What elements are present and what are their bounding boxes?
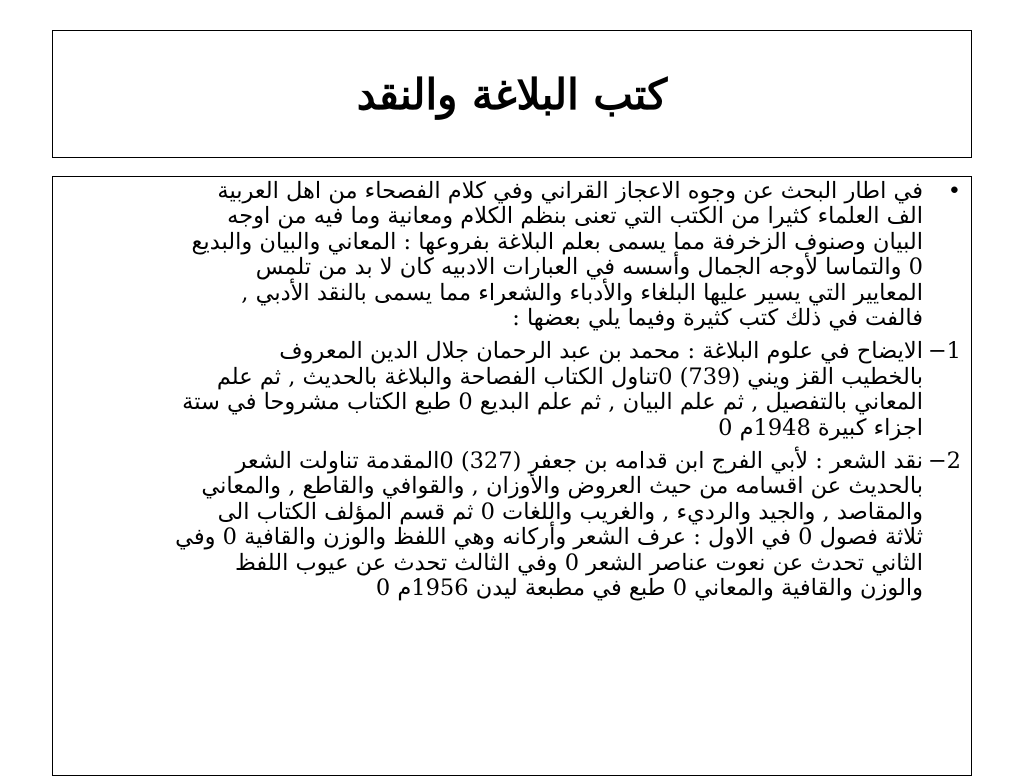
paragraph-line: نقد الشعر : لأبي الفرج ابن قدامه بن جعفر (327) 0المقدمة تناولت الشعر bbox=[235, 448, 923, 475]
content-box bbox=[52, 176, 972, 776]
paragraph-line: ثلاثة فصول 0 في الاول : عرف الشعر وأركانه وهي اللفظ والوزن والقافية 0 وفي bbox=[175, 524, 923, 551]
paragraph-line: في اطار البحث عن وجوه الاعجاز القراني وفي كلام الفصحاء من اهل العربية bbox=[217, 178, 923, 204]
list-item-1 bbox=[65, 339, 961, 441]
paragraph-line: البيان وصنوف الزخرفة مما يسمى بعلم البلاغة بفروعها : المعاني والبيان والبديع bbox=[191, 228, 923, 255]
paragraph-line: المعايير التي يسير عليها البلغاء والأدباء والشعراء مما يسمى بالنقد الأدبي , bbox=[241, 279, 923, 306]
slide-title: كتب البلاغة والنقد bbox=[356, 69, 668, 119]
paragraph-line: بالخطيب القز ويني (739) 0تناول الكتاب الفصاحة والبلاغة بالحديث , ثم علم bbox=[216, 363, 923, 390]
title-box bbox=[52, 30, 972, 158]
paragraph-line: والمقاصد , والجيد والرديء , والغريب واللغات 0 ثم قسم المؤلف الكتاب الى bbox=[217, 498, 923, 525]
list-number: 1− bbox=[927, 338, 961, 365]
paragraph-line: والوزن والقافية والمعاني 0 طبع في مطبعة ليدن 1956م 0 bbox=[375, 575, 923, 602]
paragraph-line: 0 والتماسا لأوجه الجمال وأسسه في العبارات الادبيه كان لا بد من تلمس bbox=[255, 254, 923, 281]
paragraph-line: اجزاء كبيرة 1948م 0 bbox=[718, 414, 923, 441]
paragraph-line: الايضاح في علوم البلاغة : محمد بن عبد الرحمان جلال الدين المعروف bbox=[279, 338, 923, 365]
paragraph-line: المعاني بالتفصيل , ثم علم البيان , ثم علم البديع 0 طبع الكتاب مشروحا في ستة bbox=[182, 389, 923, 416]
paragraph-line: الثاني تحدث عن نعوت عناصر الشعر 0 وفي الثالث تحدث عن عيوب اللفظ bbox=[235, 549, 923, 576]
list-number: 2− bbox=[927, 448, 961, 475]
paragraph-line: فالفت في ذلك كتب كثيرة وفيما يلي بعضها : bbox=[512, 305, 923, 332]
list-item-2 bbox=[65, 449, 961, 601]
bullet-marker: • bbox=[947, 178, 961, 204]
intro-paragraph bbox=[65, 179, 961, 331]
paragraph-line: الف العلماء كثيرا من الكتب التي تعنى بنظم الكلام ومعانية وما فيه من اوجه bbox=[227, 203, 923, 230]
paragraph-line: بالحديث عن اقسامه من حيث العروض والأوزان , والقوافي والقاطع , والمعاني bbox=[201, 473, 923, 500]
